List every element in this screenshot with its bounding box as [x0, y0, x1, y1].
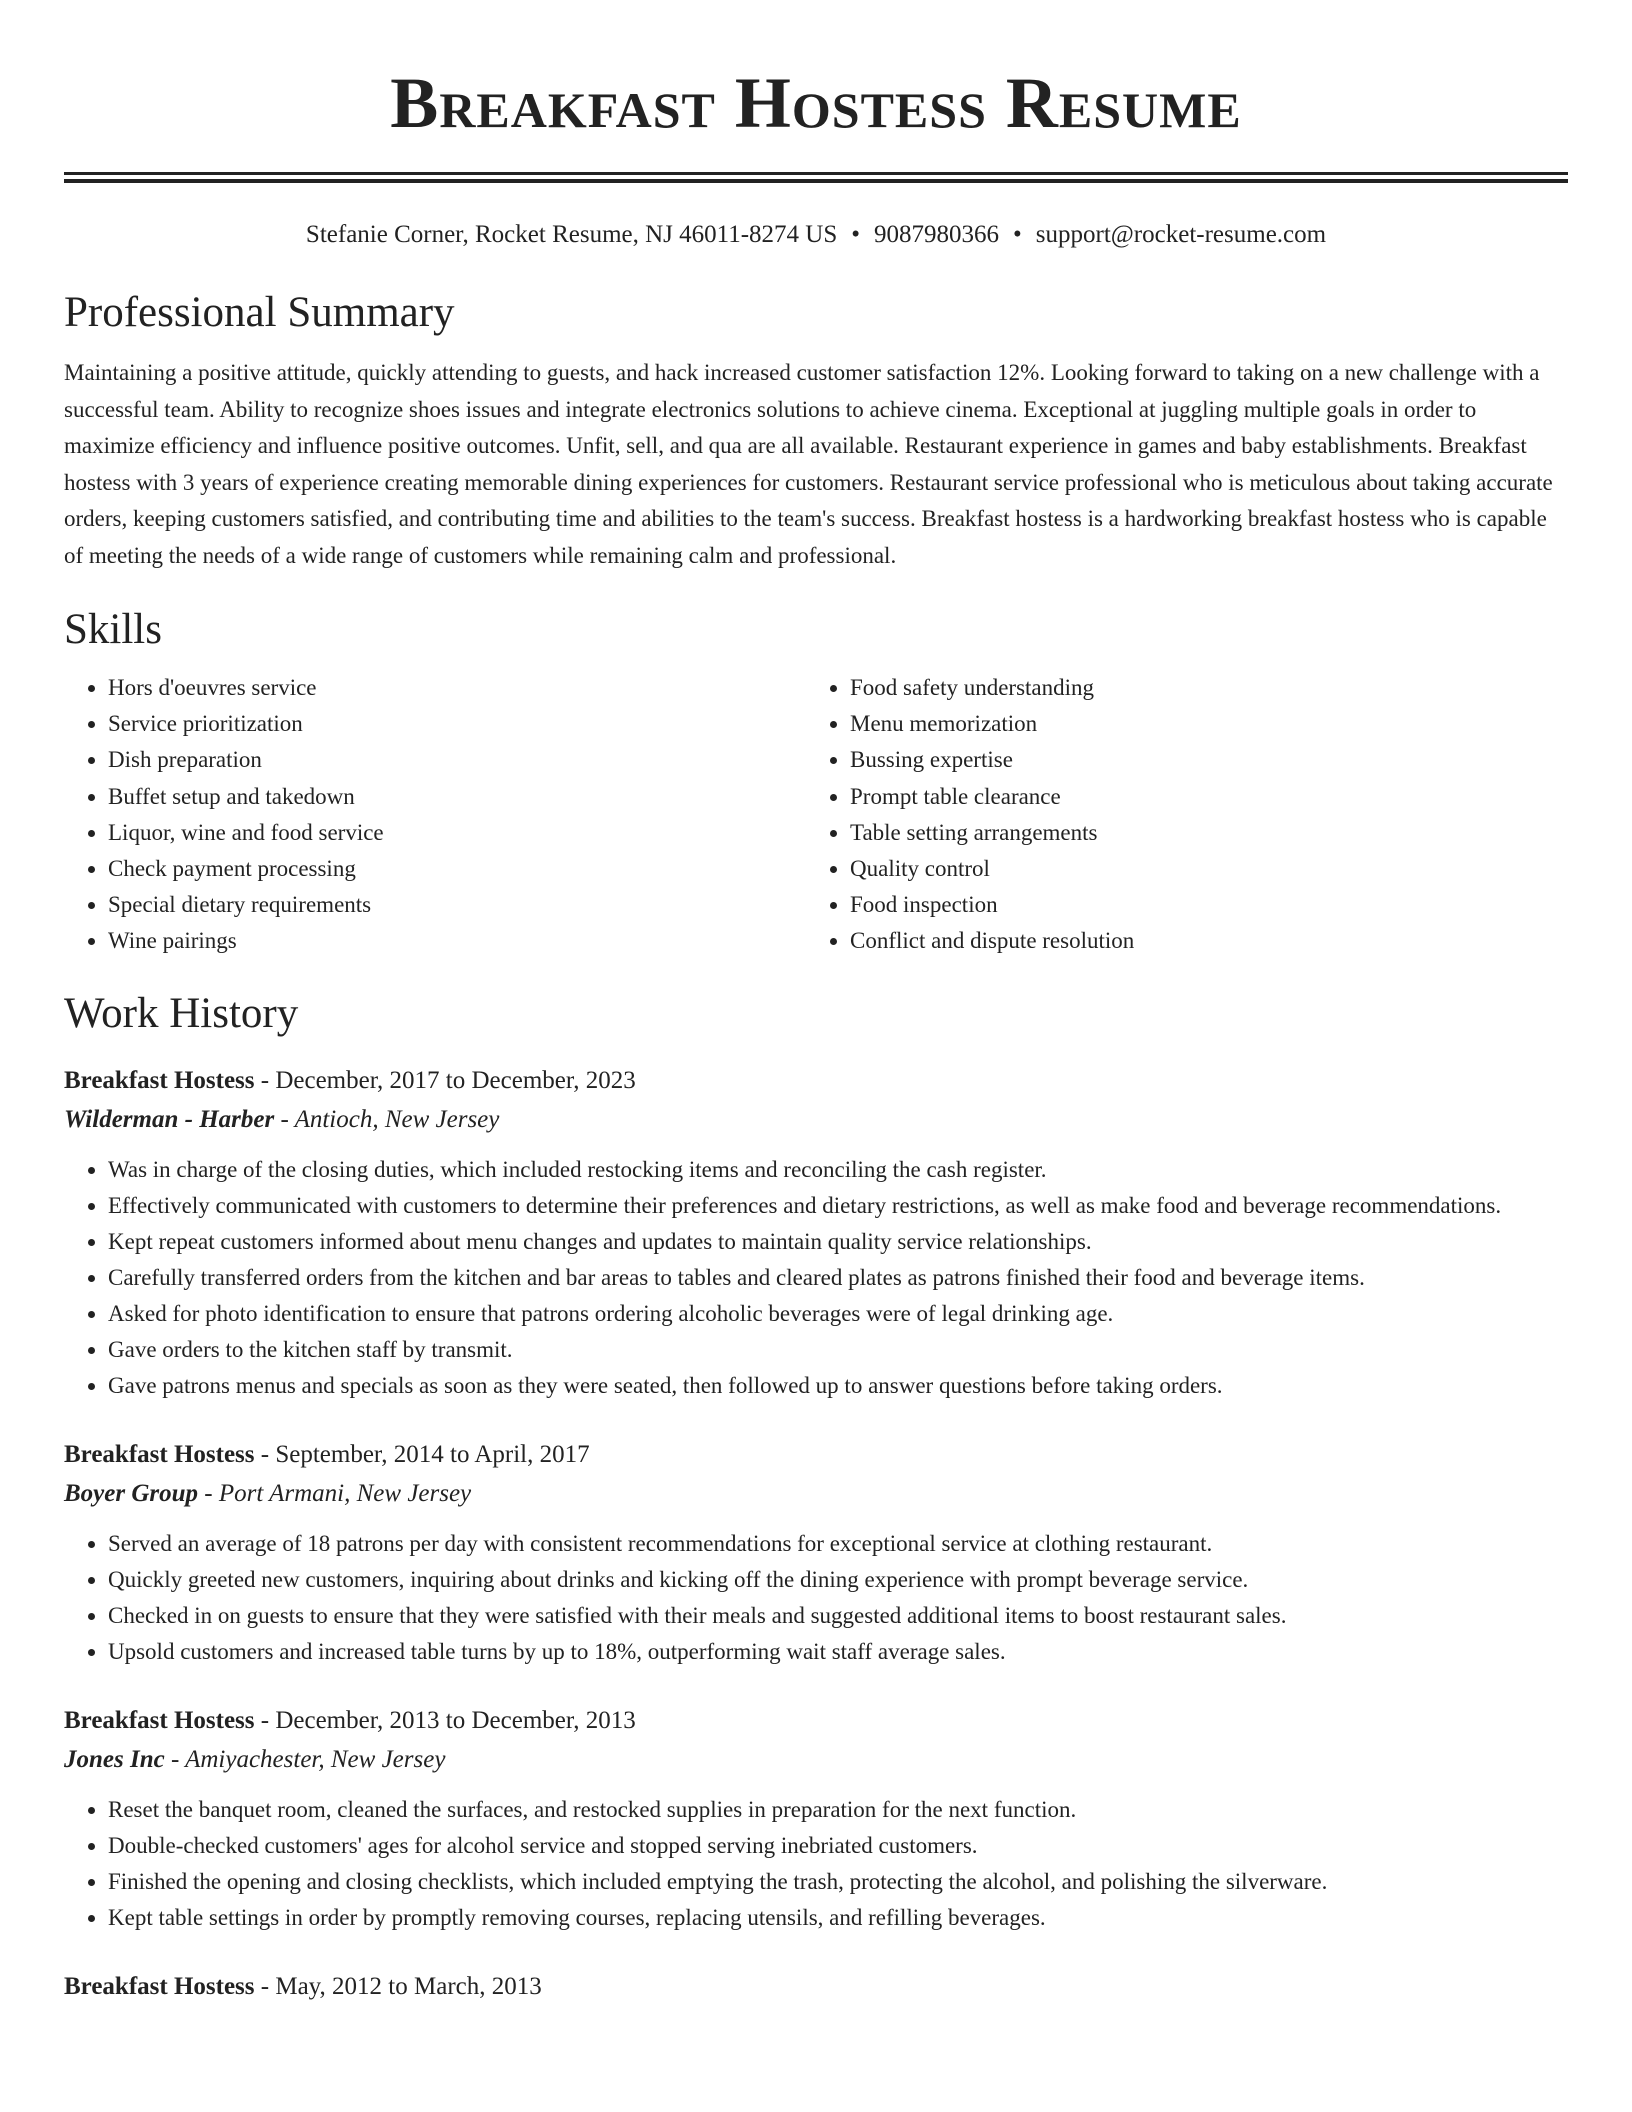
job-duty: • Asked for photo identification to ensure that patrons ordering alcoholic beverages were of legal drinking age. [108, 1296, 1568, 1332]
skill-item: • Special dietary requirements [108, 887, 806, 923]
skill-item: • Quality control [850, 851, 1548, 887]
job-dates: December, 2017 to December, 2023 [275, 1066, 636, 1094]
job-dates: September, 2014 to April, 2017 [275, 1440, 590, 1468]
job-title: Breakfast Hostess [64, 1706, 255, 1734]
skills-columns [64, 670, 1568, 960]
job-title: Breakfast Hostess [64, 1972, 255, 2000]
job-duties-list [64, 1152, 1568, 1404]
skill-item: • Conflict and dispute resolution [850, 923, 1548, 959]
job-duty: • Carefully transferred orders from the kitchen and bar areas to tables and cleared plates as patrons finished their food and beverage items. [108, 1260, 1568, 1296]
contact-separator: • [851, 221, 861, 248]
job-location: Port Armani, New Jersey [218, 1479, 472, 1507]
job-duty: • Was in charge of the closing duties, which included restocking items and reconciling the cash register. [108, 1152, 1568, 1188]
resume-title: Breakfast Hostess Resume [390, 63, 1242, 143]
job-duties-list [64, 1792, 1568, 1936]
skill-item: • Food inspection [850, 887, 1548, 923]
job-entry [64, 1702, 1568, 1936]
job-duty: • Upsold customers and increased table turns by up to 18%, outperforming wait staff average sales. [108, 1634, 1568, 1670]
job-dates: December, 2013 to December, 2013 [275, 1706, 636, 1734]
job-duty: • Gave orders to the kitchen staff by transmit. [108, 1332, 1568, 1368]
contact-address: Stefanie Corner, Rocket Resume, NJ 46011-8274 US [305, 221, 838, 248]
contact-line [64, 219, 1568, 251]
skill-item: • Hors d'oeuvres service [108, 670, 806, 706]
job-title-line: Breakfast Hostess - May, 2012 to March, 2013 [64, 1972, 542, 2000]
job-entry [64, 1968, 1568, 2006]
skill-item: • Food safety understanding [850, 670, 1548, 706]
skill-item: • Check payment processing [108, 851, 806, 887]
job-duty: • Quickly greeted new customers, inquiring about drinks and kicking off the dining experience with prompt beverage service. [108, 1562, 1568, 1598]
job-company: Wilderman - Harber [64, 1105, 275, 1133]
job-company-line: Boyer Group - Port Armani, New Jersey [64, 1479, 472, 1507]
job-location: Amiyachester, New Jersey [185, 1745, 446, 1773]
summary-heading: Professional Summary [64, 289, 455, 336]
skill-item: • Dish preparation [108, 742, 806, 778]
job-company: Jones Inc [64, 1745, 165, 1773]
job-duties-list [64, 1526, 1568, 1670]
contact-email: support@rocket-resume.com [1035, 221, 1327, 248]
skill-item: • Table setting arrangements [850, 815, 1548, 851]
skill-item: • Liquor, wine and food service [108, 815, 806, 851]
skill-item: • Prompt table clearance [850, 779, 1548, 815]
job-duty: • Served an average of 18 patrons per day with consistent recommendations for exceptional service at clothing restaurant. [108, 1526, 1568, 1562]
job-duty: • Kept table settings in order by promptly removing courses, replacing utensils, and refilling beverages. [108, 1900, 1568, 1936]
job-duty: • Double-checked customers' ages for alcohol service and stopped serving inebriated customers. [108, 1828, 1568, 1864]
job-company: Boyer Group [64, 1479, 199, 1507]
job-dates: May, 2012 to March, 2013 [275, 1972, 542, 2000]
contact-separator: • [1013, 221, 1022, 248]
job-title: Breakfast Hostess [64, 1066, 255, 1094]
skill-item: • Buffet setup and takedown [108, 779, 806, 815]
skills-heading: Skills [64, 606, 162, 653]
skills-list-left [64, 670, 806, 960]
job-duty: • Gave patrons menus and specials as soon as they were seated, then followed up to answer questions before taking orders. [108, 1368, 1568, 1404]
job-entry [64, 1062, 1568, 1404]
summary-text: Maintaining a positive attitude, quickly attending to guests, and hack increased customer satisfaction 12%. Looking forward to taking on a new challenge with a successful team. Ability to recognize shoes issues and integrate electronics solutions to achieve cinema. Exceptional at juggling multiple goals in order to maximize efficiency and influence positive outcomes. Unfit, sell, and qua are all available. Restaurant experience in games and baby establishments. Breakfast hostess with 3 years of experience creating memorable dining experiences for customers. Restaurant service professional who is meticulous about taking accurate orders, keeping customers satisfied, and contributing time and abilities to the team's success. Breakfast hostess is a hardworking breakfast hostess who is capable of meeting the needs of a wide range of customers while remaining calm and professional. [64, 360, 1553, 568]
job-company-line: Jones Inc - Amiyachester, New Jersey [64, 1745, 446, 1773]
job-duty: • Checked in on guests to ensure that they were satisfied with their meals and suggested additional items to boost restaurant sales. [108, 1598, 1568, 1634]
skill-item: • Wine pairings [108, 923, 806, 959]
skills-list-right [806, 670, 1548, 960]
job-duty: • Effectively communicated with customers to determine their preferences and dietary restrictions, as well as make food and beverage recommendations. [108, 1188, 1568, 1224]
skill-item: • Service prioritization [108, 706, 806, 742]
job-title-line: Breakfast Hostess - September, 2014 to April, 2017 [64, 1440, 590, 1468]
job-duty: • Reset the banquet room, cleaned the surfaces, and restocked supplies in preparation for the next function. [108, 1792, 1568, 1828]
job-entry [64, 1436, 1568, 1670]
contact-phone: 9087980366 [874, 221, 1000, 248]
job-title: Breakfast Hostess [64, 1440, 255, 1468]
job-duty: • Kept repeat customers informed about menu changes and updates to maintain quality service relationships. [108, 1224, 1568, 1260]
work-history-heading: Work History [64, 989, 299, 1037]
skill-item: • Menu memorization [850, 706, 1548, 742]
job-title-line: Breakfast Hostess - December, 2013 to December, 2013 [64, 1706, 636, 1734]
job-title-line: Breakfast Hostess - December, 2017 to December, 2023 [64, 1066, 636, 1094]
job-location: Antioch, New Jersey [294, 1105, 500, 1133]
skill-item: • Bussing expertise [850, 742, 1548, 778]
job-company-line: Wilderman - Harber - Antioch, New Jersey [64, 1105, 500, 1133]
job-duty: • Finished the opening and closing checklists, which included emptying the trash, protecting the alcohol, and polishing the silverware. [108, 1864, 1568, 1900]
title-double-rule [64, 172, 1568, 183]
